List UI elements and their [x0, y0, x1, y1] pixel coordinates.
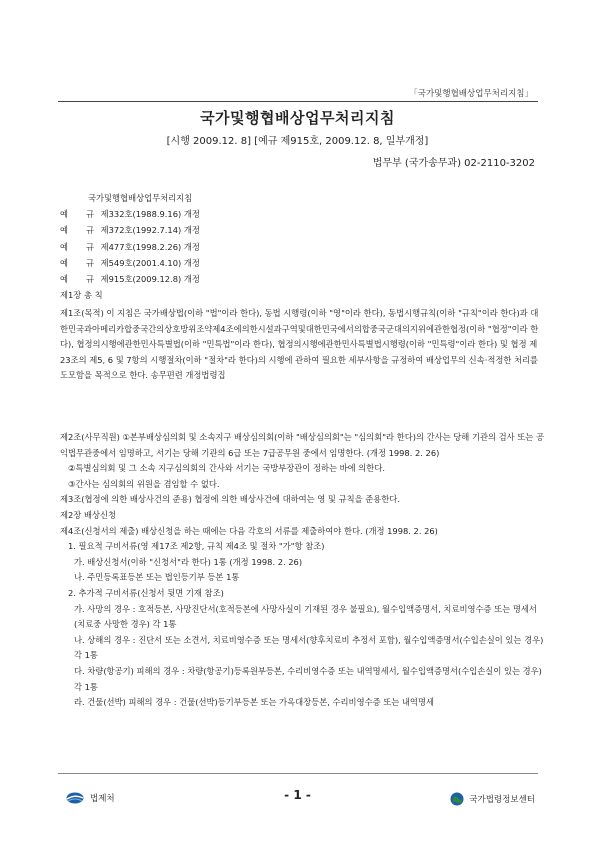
article-4: 제4조(신청서의 제출) 배상신청을 하는 때에는 다음 각호의 서류를 제출하여야 한다. (개정 1998. 2. 26) [60, 525, 438, 536]
effective-date-line: [시행 2009.12. 8] [예규 제915호, 2009.12. 8, 일부개정] [166, 136, 429, 147]
globe-logo-icon [450, 792, 464, 806]
history-entry: 예 규 제549호(2001.4.10) 개정 [60, 257, 200, 268]
article-4-item-2-ra: 라. 건물(선박) 피해의 경우 : 건물(선박)등기부등본 또는 가옥대장등본, 수리비영수증 또는 내역명세 [74, 697, 434, 708]
chapter-2-heading: 제2장 배상신청 [60, 509, 117, 520]
document-title: 국가및행협배상업무처리지침 [200, 109, 395, 127]
article-1: 제1조(목적) 이 지침은 국가배상법(이하 "법"이라 한다), 동법 시행령(이하 "영"이라 한다), 동법시행규칙(이하 "규칙"이라 한다)과 대한민국과아메리카합중국간의상호방위조약제4조에의한시설과구역및대한민국에서의합중국군대의지위에관한협정(이하 "협정"이라 한다), 협정의시행에관한민사특별법(이하 "민특법"이라 한다), 협정의시행에관한민사특별법시행령(이하 "민특령"이라 한다) 및 협정 제23조의 제5, 6 및 7항의 시행절차(이하 "절차"라 한다)의 시행에 관하여 필요한 세부사항을 규정하여 배상업무의 신속·적정한 처리를 도모함을 목적으로 한다. 송무편련 개정법령집 [60, 308, 539, 381]
page-number: - 1 - [284, 788, 311, 802]
article-4-item-2-da: 다. 차량(항공기) 피해의 경우 : 차량(항공기)등록원부등본, 수리비영수증 또는 내역명세서, 월수입액증명서(수입손실이 있는 경우) 각 1통 [74, 665, 542, 692]
article-4-item-1-ga: 가. 배상신청서(이하 "신청서"라 한다) 1통 (개정 1998. 2. 26) [74, 556, 303, 567]
article-2-clause-2: ②특별심의회 및 그 소속 지구심의회의 간사와 서기는 국방부장관이 정하는 바에 의한다. [68, 463, 385, 474]
history-entry: 예 규 제915호(2009.12.8) 개정 [60, 273, 200, 284]
footer-divider [58, 773, 538, 774]
footer-left-label: 법제처 [90, 794, 115, 804]
article-4-item-2-ga: 가. 사망의 경우 : 호적등본, 사망진단서(호적등본에 사망사실이 기재된 경우 불필요), 월수입액증명서, 치료비영수증 또는 명세서(치료중 사망한 경우) 각 1통 [74, 603, 537, 630]
document-header-tag: 「국가및행협배상업무처리지침」 [409, 89, 533, 99]
revision-history [60, 193, 200, 302]
article-3: 제3조(협정에 의한 배상사건의 준용) 협정에 의한 배상사건에 대하여는 영 및 규칙을 준용한다. [60, 494, 400, 505]
history-entry: 예 규 제372호(1992.7.14) 개정 [60, 225, 200, 236]
history-entry: 예 규 제332호(1988.9.16) 개정 [60, 209, 200, 220]
history-entry: 예 규 제477호(1998.2.26) 개정 [60, 241, 200, 252]
footer-right-label: 국가법령정보센터 [469, 795, 535, 805]
ministry-contact: 법무부 (국가송무과) 02-2110-3202 [372, 158, 535, 169]
chapter-heading: 제1장 총 칙 [60, 290, 103, 301]
history-title: 국가및행협배상업무처리지침 [88, 193, 193, 203]
article-2: 제2조(사무직원) ①본부배상심의회 및 소속지구 배상심의회(이하 "배상심의회"는 "심의회"라 한다)의 간사는 당해 기관의 검사 또는 공익법무관중에서 임명하고, 서기는 당해 기관의 6급 또는 7급공무원 중에서 임명한다. (개정 1998. 2. 26) [60, 432, 544, 458]
article-4-item-2-na: 나. 상해의 경우 : 진단서 또는 소견서, 치료비영수증 또는 명세서(향후치료비 추정서 포함), 월수입액증명서(수입손실이 있는 경우) 각 1통 [74, 634, 544, 661]
document-body [60, 430, 544, 711]
article-2-clause-3: ③간사는 심의회의 위원을 겸임할 수 없다. [68, 478, 220, 489]
header-divider [58, 101, 538, 102]
article-4-item-2: 2. 추가적 구비서류(신청서 뒷면 기재 참조) [68, 587, 224, 598]
article-4-item-1-na: 나. 주민등록표등본 또는 법인등기부 등본 1통 [74, 572, 240, 583]
footer-right [450, 792, 535, 806]
article-4-item-1: 1. 필요적 구비서류(영 제17조 제2항, 규칙 제4조 및 절차 "가"항 참조) [68, 541, 325, 552]
